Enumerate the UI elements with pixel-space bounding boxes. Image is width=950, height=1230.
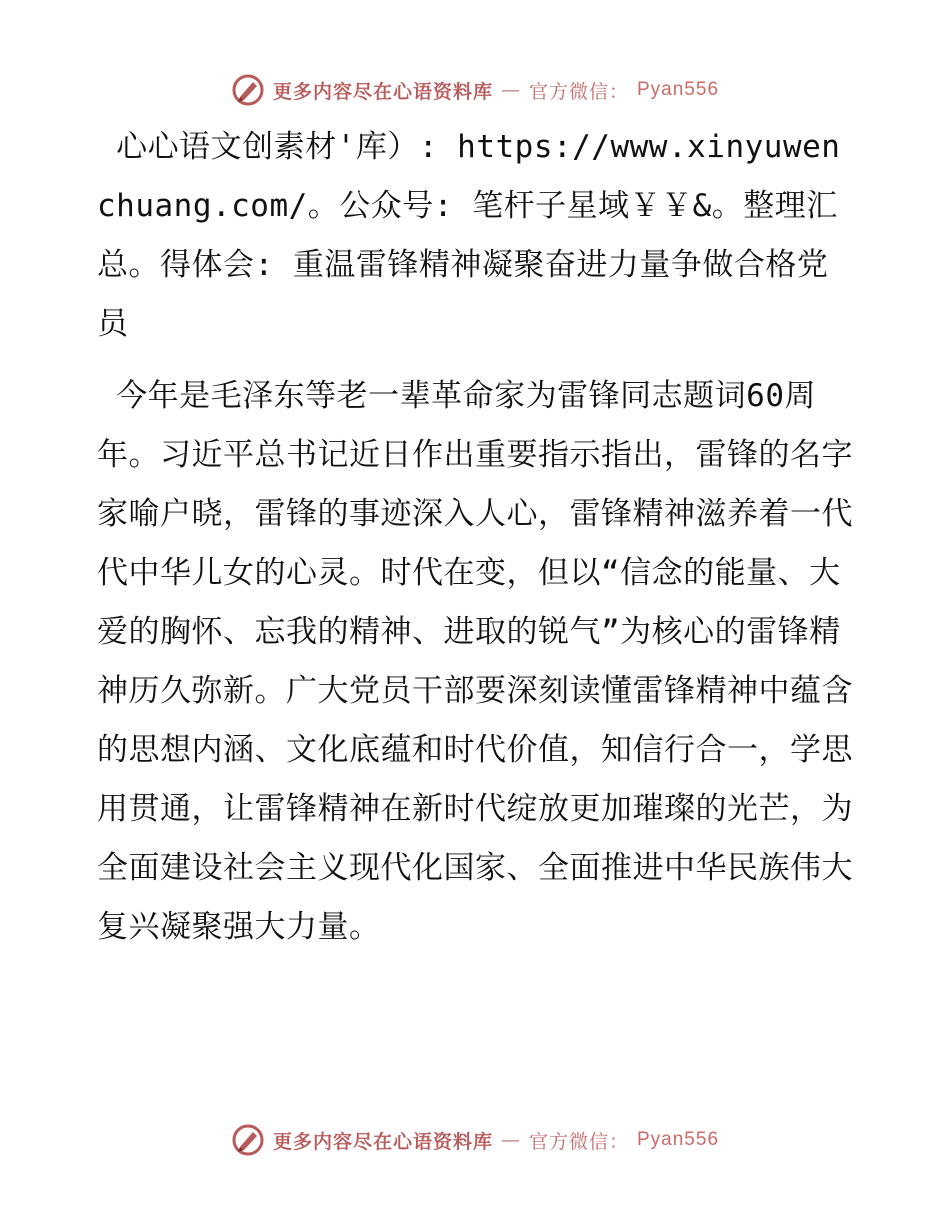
pen-logo-icon bbox=[231, 1123, 265, 1157]
header-watermark bbox=[0, 72, 950, 108]
watermark-dash: — bbox=[500, 1129, 521, 1151]
watermark-dash: — bbox=[500, 79, 521, 101]
watermark-contact-label: 官方微信： bbox=[528, 1130, 629, 1153]
watermark-main-text: 更多内容尽在心语资料库 bbox=[272, 1130, 493, 1153]
footer-watermark bbox=[0, 1122, 950, 1158]
watermark-main-text: 更多内容尽在心语资料库 bbox=[272, 80, 493, 103]
document-body bbox=[97, 118, 857, 957]
pen-logo-icon bbox=[231, 73, 265, 107]
watermark-contact-id: Pyan556 bbox=[637, 1129, 720, 1150]
intro-paragraph: 心心语文创素材'库）: https://www.xinyuwenchuang.com/。公众号: 笔杆子星域￥￥&。整理汇总。得体会: 重温雷锋精神凝聚奋进力量争做合格党员 bbox=[97, 129, 841, 342]
body-paragraph: 今年是毛泽东等老一辈革命家为雷锋同志题词60周年。习近平总书记近日作出重要指示指出，雷锋的名字家喻户晓，雷锋的事迹深入人心，雷锋精神滋养着一代代中华儿女的心灵。时代在变，但以“信念的能量、大爱的胸怀、忘我的精神、进取的锐气”为核心的雷锋精神历久弥新。广大党员干部要深刻读懂雷锋精神中蕴含的思想内涵、文化底蕴和时代价值，知信行合一，学思用贯通，让雷锋精神在新时代绽放更加璀璨的光芒，为全面建设社会主义现代化国家、全面推进中华民族伟大复兴凝聚强大力量。 bbox=[97, 378, 853, 945]
watermark-contact-label: 官方微信： bbox=[528, 80, 629, 103]
watermark-contact-id: Pyan556 bbox=[637, 79, 720, 100]
